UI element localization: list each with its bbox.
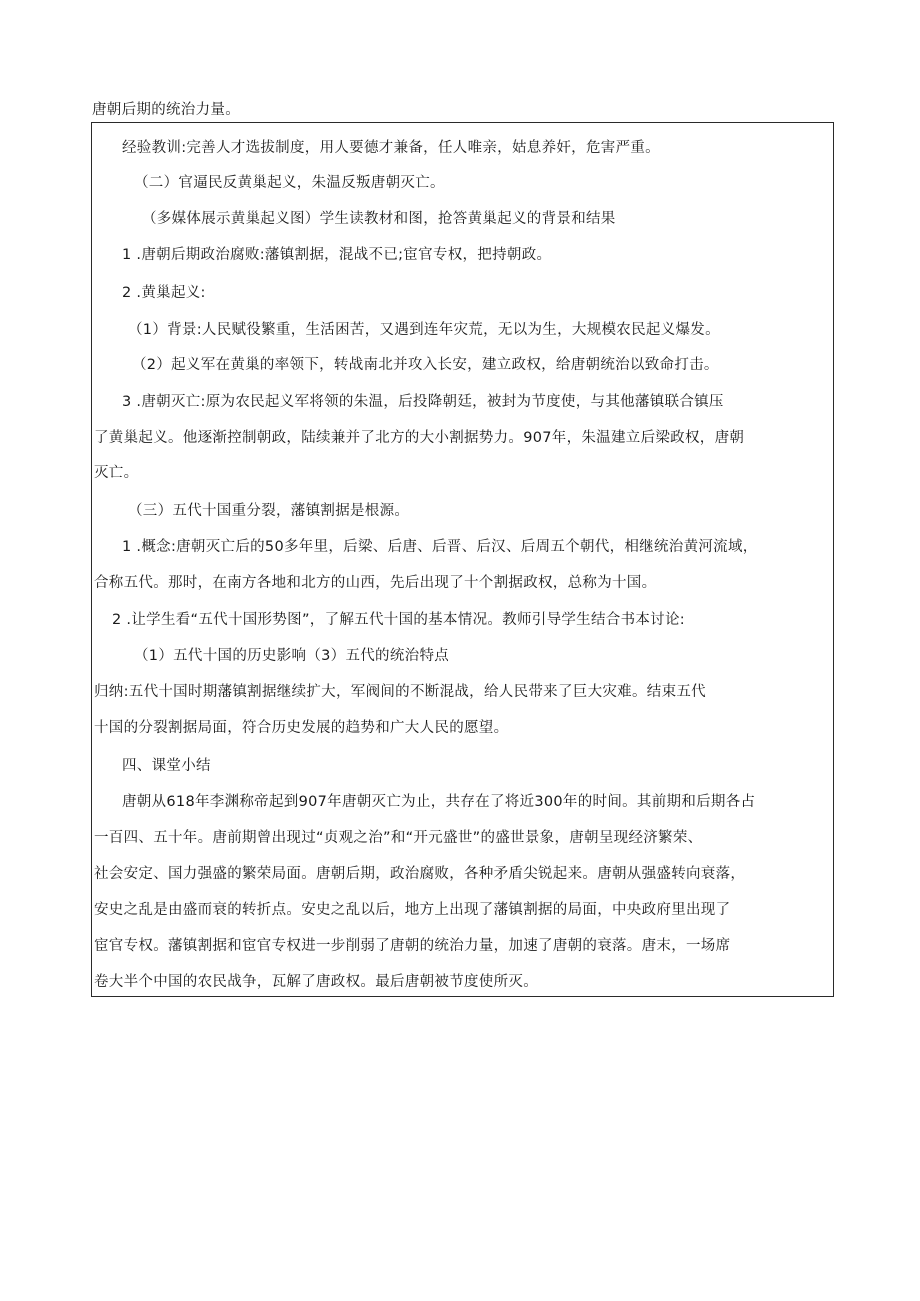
paragraph-line: 宦官专权。藩镇割据和宦官专权进一步削弱了唐朝的统治力量，加速了唐朝的衰落。唐末，一场席 — [94, 938, 731, 954]
paragraph-line: 十国的分裂割据局面，符合历史发展的趋势和广大人民的愿望。 — [94, 720, 509, 736]
lesson-line: （多媒体展示黄巢起义图）学生读教材和图，抢答黄巢起义的背景和结果 — [142, 211, 616, 227]
list-item: （2）起义军在黄巢的率领下，转战南北并攻入长安，建立政权，给唐朝统治以致命打击。 — [132, 357, 719, 373]
pre-table-text: 唐朝后期的统治力量。 — [92, 102, 240, 118]
list-item: 1 .概念:唐朝灭亡后的50多年里，后梁、后唐、后晋、后汉、后周五个朝代，相继统治黄河流域， — [122, 539, 758, 555]
paragraph-line: 卷大半个中国的农民战争，瓦解了唐政权。最后唐朝被节度使所灭。 — [94, 974, 538, 990]
paragraph-line: 合称五代。那时，在南方各地和北方的山西，先后出现了十个割据政权，总称为十国。 — [94, 575, 657, 591]
section-heading: （三）五代十国重分裂，藩镇割据是根源。 — [128, 503, 410, 519]
paragraph-line: 了黄巢起义。他逐渐控制朝政，陆续兼并了北方的大小割据势力。907年，朱温建立后梁政权，唐朝 — [94, 430, 745, 446]
list-item: 2 .黄巢起义: — [122, 285, 206, 301]
paragraph-line: 安史之乱是由盛而衰的转折点。安史之乱以后，地方上出现了藩镇割据的局面，中央政府里出现了 — [94, 902, 731, 918]
paragraph-line: 唐朝从618年李渊称帝起到907年唐朝灭亡为止，共存在了将近300年的时间。其前期和后期各占 — [122, 794, 756, 810]
paragraph-line: 一百四、五十年。唐前期曾出现过“贞观之治”和“开元盛世”的盛世景象，唐朝呈现经济繁荣、 — [94, 830, 703, 846]
list-item: （1）背景:人民赋役繁重，生活困苦，又遇到连年灾荒，无以为生，大规模农民起义爆发。 — [128, 322, 720, 338]
list-item: 1 .唐朝后期政治腐败:藩镇割据，混战不已;宦官专权，把持朝政。 — [122, 247, 552, 263]
list-item: 2 .让学生看“五代十国形势图”，了解五代十国的基本情况。教师引导学生结合书本讨论: — [112, 612, 685, 628]
lesson-line: 经验教训:完善人才选拔制度，用人要德才兼备，任人唯亲，姑息养奸，危害严重。 — [122, 140, 660, 156]
list-item: 3 .唐朝灭亡:原为农民起义军将领的朱温，后投降朝廷，被封为节度使，与其他藩镇联合镇压 — [122, 394, 724, 410]
paragraph-line: 灭亡。 — [94, 465, 139, 481]
paragraph-line: 归纳:五代十国时期藩镇割据继续扩大，军阀间的不断混战，给人民带来了巨大灾难。结束五代 — [94, 684, 706, 700]
list-item: （1）五代十国的历史影响（3）五代的统治特点 — [134, 648, 450, 664]
section-heading: （二）官逼民反黄巢起义，朱温反叛唐朝灭亡。 — [134, 175, 445, 191]
paragraph-line: 社会安定、国力强盛的繁荣局面。唐朝后期，政治腐败，各种矛盾尖锐起来。唐朝从强盛转向衰落， — [94, 866, 746, 882]
section-heading: 四、课堂小结 — [122, 758, 211, 774]
